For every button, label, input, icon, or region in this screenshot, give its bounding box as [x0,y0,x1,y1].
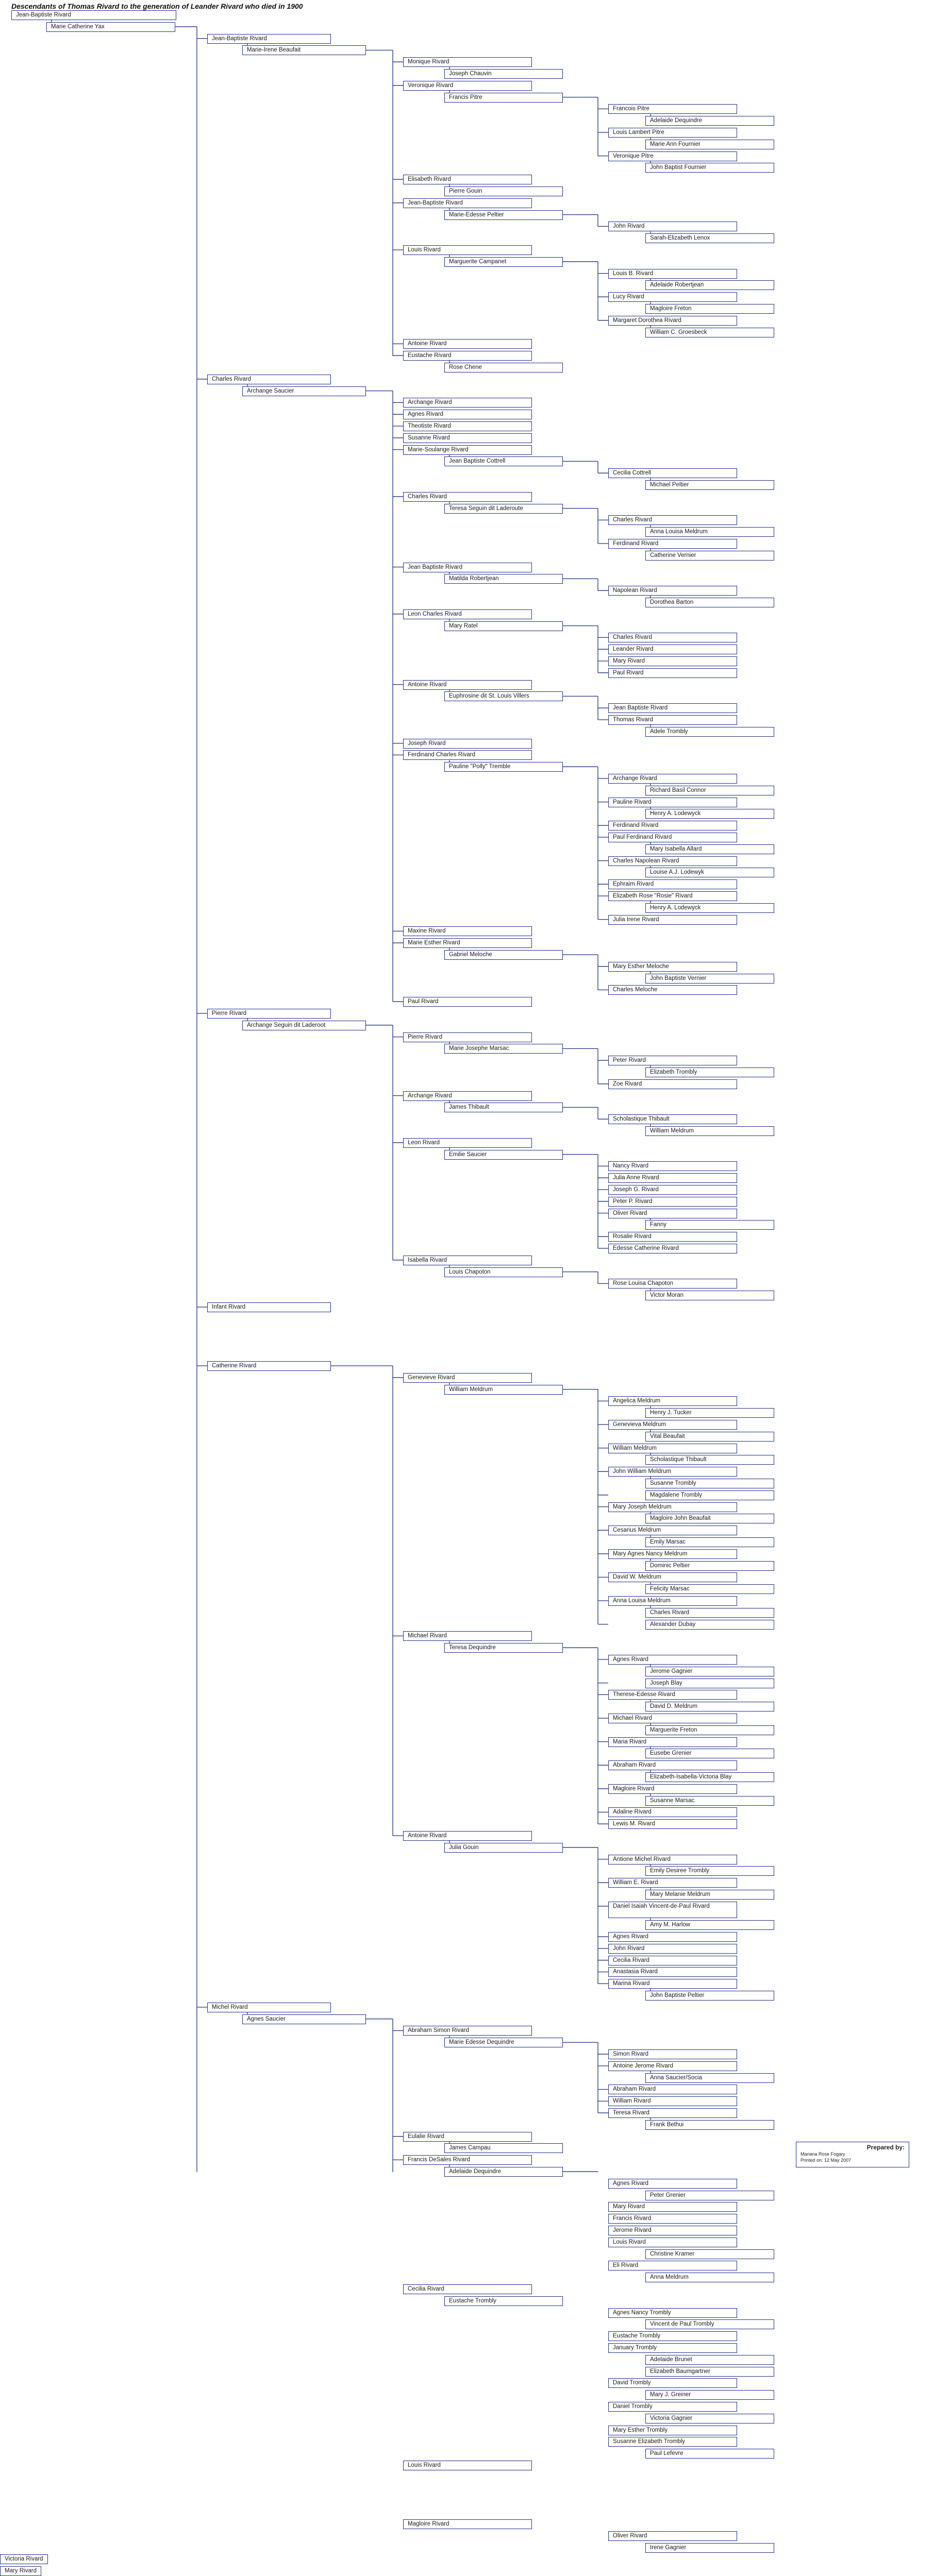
person-box: Edesse Catherine Rivard [608,1244,737,1253]
person-box: Mary Rivard [608,656,737,666]
person-box: Veronique Rivard [403,81,532,91]
person-box: Jean Baptiste Rivard [403,563,532,572]
person-box: Cecilia Rivard [403,2284,532,2294]
person-box: Oliver Rivard [608,1209,737,1218]
person-box: Paul Ferdinand Rivard [608,833,737,842]
person-box: Mary Agnes Nancy Meldrum [608,1549,737,1559]
person-box: Therese-Edesse Rivard [608,1690,737,1700]
person-box: Jean-Baptiste Rivard [403,198,532,208]
person-box: Archange Rivard [608,774,737,784]
person-box: Simon Rivard [608,2049,737,2059]
spouse-box: Julia Gouin [444,1843,563,1853]
spouse-box: Marie Catherine Yax [46,22,175,32]
person-box: Monique Rivard [403,57,532,67]
spouse-box: Emilie Saucier [444,1150,563,1160]
spouse-box: Magdalene Trombly [645,1490,774,1500]
spouse-box: Louise A.J. Lodewyk [645,868,774,877]
person-box: Leon Rivard [403,1138,532,1148]
person-box: Charles Rivard [403,492,532,502]
spouse-box: Adelaide Robertjean [645,280,774,290]
person-box: William Meldrum [608,1444,737,1453]
person-box: Antoine Jerome Rivard [608,2061,737,2071]
spouse-box: Anna Louisa Meldrum [645,527,774,537]
person-box: Eulalie Rivard [403,2132,532,2142]
spouse-box: Teresa Dequindre [444,1643,563,1653]
spouse-box: Mary J. Greiner [645,2390,774,2400]
person-box: Paul Rivard [403,997,532,1007]
person-box: Jean-Baptiste Rivard [11,10,176,20]
spouse-box: Pierre Gouin [444,187,563,196]
spouse-box: James Thibault [444,1103,563,1112]
person-box: Agnes Rivard [608,1932,737,1942]
spouse-box: Marie Ann Fournier [645,140,774,149]
person-box: Pierre Rivard [403,1032,532,1042]
spouse-box: Anna Meldrum [645,2273,774,2282]
spouse-box: Henry A. Lodewyck [645,903,774,913]
prepared-by-box [796,2142,909,2167]
spouse-box: Victoria Gagnier [645,2414,774,2424]
person-box: Charles Rivard [608,633,737,642]
person-box: Magloire Rivard [608,1784,737,1794]
person-box: Daniel Isaiah Vincent-de-Paul Rivard [608,1902,737,1918]
spouse-box: Elizabeth-Isabella-Victoria Blay [645,1772,774,1782]
person-box: Zoe Rivard [608,1079,737,1089]
person-box: Thomas Rivard [608,715,737,725]
spouse-box: Sarah-Elizabeth Lenox [645,233,774,243]
person-box: Victoria Rivard [0,2554,48,2564]
person-box: Mary Rivard [608,2202,737,2212]
person-box: Michael Rivard [403,1631,532,1641]
person-box: Lewis M. Rivard [608,1819,737,1829]
spouse-box: Susanne Trombly [645,1479,774,1488]
spouse-box: Agnes Saucier [242,2014,366,2024]
spouse-box: Amy M. Harlow [645,1920,774,1930]
spouse-box: Fanny [645,1220,774,1230]
person-box: Oliver Rivard [608,2531,737,2541]
person-box: Paul Rivard [608,668,737,678]
spouse-box: Susanne Marsac [645,1796,774,1806]
person-box: Veronique Pitre [608,151,737,161]
person-box: Eustache Trombly [608,2331,737,2341]
spouse-box: Jerome Gagnier [645,1667,774,1676]
person-box: Daniel Trombly [608,2402,737,2412]
spouse-box: Michael Peltier [645,480,774,490]
person-box: John Rivard [608,1944,737,1954]
author-name: Mariana Rose Fogary [800,2151,845,2157]
person-box: Antoine Rivard [403,339,532,349]
person-box: Louis Lambert Pitre [608,128,737,138]
person-box: Abraham Simon Rivard [403,2026,532,2036]
spouse-box: Mary Melanie Meldrum [645,1890,774,1900]
person-box: Theotiste Rivard [403,421,532,431]
spouse-box: Marie-Edesse Peltier [444,210,563,220]
person-box: John William Meldrum [608,1467,737,1477]
spouse-box: Eustache Trombly [444,2296,563,2306]
spouse-box: Elizabeth Baumgartner [645,2367,774,2377]
spouse-box: Joseph Chauvin [444,69,563,79]
spouse-box: Jean Baptiste Cottrell [444,456,563,466]
person-box: Mary Esther Meloche [608,962,737,972]
person-box: Ferdinand Rivard [608,821,737,831]
person-box: Infant Rivard [207,1302,331,1312]
person-box: Anna Louisa Meldrum [608,1596,737,1606]
spouse-box: Adelaide Dequindre [645,116,774,126]
person-box: Julia Irene Rivard [608,915,737,925]
person-box: Catherine Rivard [207,1361,331,1371]
person-box: Charles Rivard [207,375,331,384]
spouse-box: Teresa Seguin dit Laderoute [444,504,563,514]
person-box: Cecilia Cottrell [608,468,737,478]
person-box: Angelica Meldrum [608,1396,737,1406]
person-box: Teresa Rivard [608,2108,737,2118]
person-box: Archange Rivard [403,1091,532,1101]
spouse-box: Marguerite Freton [645,1725,774,1735]
person-box: Agnes Nancy Trombly [608,2308,737,2318]
person-box: Joseph Rivard [403,739,532,749]
person-box: Ferdinand Charles Rivard [403,750,532,760]
spouse-box: Joseph Blay [645,1679,774,1688]
person-box: Charles Meloche [608,985,737,995]
person-box: Francis Rivard [608,2214,737,2224]
person-box: Adaline Rivard [608,1807,737,1817]
printed-date: Printed on: 12 May 2007 [800,2158,852,2163]
spouse-box: Peter Grenier [645,2191,774,2200]
spouse-box: Archange Seguin dit Laderoot [242,1021,366,1030]
spouse-box: Rose Chene [444,363,563,372]
spouse-box: Euphrosine dit St. Louis Villers [444,691,563,701]
spouse-box: Frank Bethui [645,2120,774,2130]
person-box: Maria Rivard [608,1737,737,1747]
person-box: Susanne Elizabeth Trombly [608,2437,737,2447]
person-box: Antione Michel Rivard [608,1855,737,1865]
spouse-box: Pauline "Polly" Tremble [444,762,563,772]
spouse-box: Marguerite Campanet [444,257,563,267]
person-box: Marie Esther Rivard [403,938,532,948]
person-box: Maxine Rivard [403,926,532,936]
person-box: Peter P. Rivard [608,1197,737,1207]
person-box: Agnes Rivard [608,1655,737,1665]
person-box: Nancy Rivard [608,1161,737,1171]
person-box: Eustache Rivard [403,351,532,361]
person-box: Genevieva Meldrum [608,1420,737,1430]
person-box: Scholastique Thibault [608,1114,737,1124]
person-box: Cesarius Meldrum [608,1526,737,1535]
spouse-box: Vincent de Paul Trombly [645,2319,774,2329]
spouse-box: Mary Isabella Allard [645,844,774,854]
spouse-box: Richard Basil Connor [645,786,774,795]
spouse-box: Vital Beaufait [645,1432,774,1442]
spouse-box: Anna Saucier/Socia [645,2073,774,2083]
person-box: William Rivard [608,2096,737,2106]
spouse-box: Magloire Freton [645,304,774,314]
spouse-box: Felicity Marsac [645,1584,774,1594]
person-box: Michael Rivard [608,1714,737,1723]
person-box: Leander Rivard [608,645,737,654]
person-box: Charles Napolean Rivard [608,856,737,866]
person-box: Charles Rivard [608,515,737,525]
person-box: Michel Rivard [207,2003,331,2012]
person-box: Cecilia Rivard [608,1956,737,1965]
person-box: Susanne Rivard [403,433,532,443]
spouse-box: Irene Gagnier [645,2543,774,2553]
person-box: Lucy Rivard [608,292,737,302]
spouse-box: Emily Desiree Trombly [645,1866,774,1876]
person-box: Abraham Rivard [608,2084,737,2094]
person-box: Isabella Rivard [403,1256,532,1265]
spouse-box: Francis Pitre [444,93,563,103]
spouse-box: Dominic Peltier [645,1561,774,1571]
spouse-box: Marie Josephe Marsac [444,1044,563,1054]
person-box: David W. Meldrum [608,1572,737,1582]
person-box: Peter Rivard [608,1056,737,1065]
person-box: Abraham Rivard [608,1760,737,1770]
person-box: Pauline Rivard [608,798,737,807]
spouse-box: Adele Trombly [645,727,774,737]
spouse-box: Scholastique Thibault [645,1455,774,1465]
person-box: Eli Rivard [608,2261,737,2270]
prepared-by-label: Prepared by: [866,2144,905,2151]
person-box: Genevieve Rivard [403,1373,532,1383]
person-box: Louis Rivard [403,245,532,255]
person-box: Archange Rivard [403,398,532,408]
person-box: Francois Pitre [608,104,737,114]
spouse-box: Gabriel Meloche [444,950,563,960]
person-box: Ferdinand Rivard [608,539,737,549]
person-box: January Trombly [608,2343,737,2353]
spouse-box: Archange Saucier [242,386,366,396]
person-box: David Trombly [608,2378,737,2388]
person-box: Antoine Rivard [403,1831,532,1841]
spouse-box: Magloire John Beaufait [645,1514,774,1523]
person-box: Louis B. Rivard [608,269,737,279]
person-box: Marie-Soulange Rivard [403,445,532,455]
person-box: Mary Esther Trombly [608,2426,737,2435]
person-box: Antoine Rivard [403,680,532,690]
spouse-box: Alexander Dubay [645,1620,774,1630]
person-box: Pierre Rivard [207,1009,331,1019]
person-box: Mary Joseph Meldrum [608,1502,737,1512]
spouse-box: William Meldrum [444,1385,563,1395]
person-box: Margaret Dorothea Rivard [608,316,737,326]
person-box: Napolean Rivard [608,586,737,596]
spouse-box: Elizabeth Trombly [645,1067,774,1077]
person-box: Leon Charles Rivard [403,609,532,619]
spouse-box: Marie-Irene Beaufait [242,45,366,55]
spouse-box: James Campau [444,2143,563,2153]
spouse-box: John Baptist Fournier [645,163,774,173]
person-box: Magloire Rivard [403,2519,532,2529]
person-box: Julia Anne Rivard [608,1173,737,1183]
person-box: Anastasia Rivard [608,1967,737,1977]
person-box: Louis Rivard [608,2238,737,2247]
person-box: Agnes Rivard [608,2179,737,2189]
spouse-box: Christine Kramer [645,2249,774,2259]
chart-title: Descendants of Thomas Rivard to the generation of Leander Rivard who died in 1900 [11,2,303,10]
spouse-box: Adelaide Dequindre [444,2167,563,2177]
person-box: Ephraim Rivard [608,879,737,889]
spouse-box: William C. Groesbeck [645,328,774,337]
spouse-box: Henry J. Tucker [645,1408,774,1418]
spouse-box: Henry A. Lodewyck [645,809,774,819]
spouse-box: Charles Rivard [645,1608,774,1618]
spouse-box: Catherine Vernier [645,551,774,561]
person-box: William E. Rivard [608,1878,737,1888]
person-box: Elizabeth Rose "Rosie" Rivard [608,891,737,901]
person-box: Elisabeth Rivard [403,175,532,184]
spouse-box: Victor Moran [645,1291,774,1300]
person-box: Joseph G. Rivard [608,1185,737,1195]
person-box: Rosalie Rivard [608,1232,737,1242]
person-box: Rose Louisa Chapoton [608,1279,737,1289]
person-box: John Rivard [608,222,737,231]
person-box: Jean-Baptiste Rivard [207,34,331,44]
spouse-box: Emily Marsac [645,1537,774,1547]
spouse-box: Matilda Robertjean [444,574,563,584]
person-box: Jean Baptiste Rivard [608,703,737,713]
person-box: Mary Rivard [0,2566,41,2576]
spouse-box: Mary Ratel [444,621,563,631]
person-box: Louis Rivard [403,2461,532,2470]
person-box: Marina Rivard [608,1979,737,1989]
spouse-box: Paul Lefevre [645,2449,774,2459]
spouse-box: John Baptiste Vernier [645,974,774,984]
spouse-box: William Meldrum [645,1126,774,1136]
spouse-box: Eusebe Grenier [645,1749,774,1758]
spouse-box: Adelaide Brunet [645,2355,774,2365]
person-box: Francis DeSales Rivard [403,2155,532,2165]
spouse-box: John Baptiste Peltier [645,1991,774,2001]
spouse-box: David D. Meldrum [645,1702,774,1711]
person-box: Agnes Rivard [403,410,532,419]
spouse-box: Dorothea Barton [645,598,774,607]
person-box: Jerome Rivard [608,2226,737,2235]
spouse-box: Louis Chapoton [444,1267,563,1277]
spouse-box: Marie Edesse Dequindre [444,2038,563,2047]
